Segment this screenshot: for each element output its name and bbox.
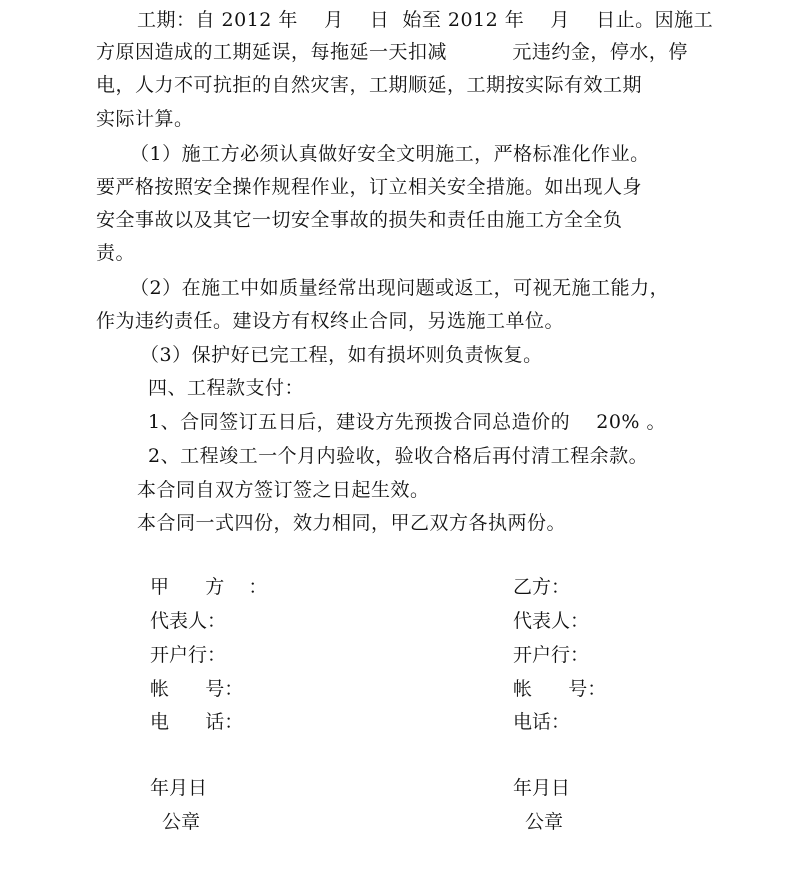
party-b-bank-label: 开户行： (513, 644, 590, 666)
payment-item-1: 1、合同签订五日后，建设方先预拨合同总造价的 20% 。 (148, 411, 667, 433)
duration-line-3: 电，人力不可抗拒的自然灾害，工期顺延，工期按实际有效工期 (96, 74, 643, 96)
quality-clause-line-1: （2）在施工中如质量经常出现问题或返工，可视无施工能力， (130, 277, 670, 299)
party-b-phone-label: 电话： (513, 711, 571, 733)
duration-line-4: 实际计算。 (96, 108, 194, 130)
party-a-account-label: 帐 号： (150, 678, 244, 700)
party-b-account-label: 帐 号： (513, 678, 607, 700)
party-b-date-label: 年月日 (513, 777, 571, 799)
copies-clause: 本合同一式四份，效力相同，甲乙双方各执两份。 (137, 512, 567, 534)
duration-line-1: 工期：自 2012 年 月 日 始至 2012 年 月 日止。因施工 (137, 9, 714, 31)
party-b-representative-label: 代表人： (513, 610, 590, 632)
protection-clause: （3）保护好已完工程，如有损坏则负责恢复。 (140, 344, 543, 366)
party-b-seal-label: 公章 (525, 811, 564, 833)
party-a-bank-label: 开户行： (150, 644, 227, 666)
party-a-phone-label: 电 话： (150, 711, 244, 733)
payment-item-2: 2、工程竣工一个月内验收，验收合格后再付清工程余款。 (148, 445, 649, 467)
party-a-name-label: 甲 方 ： (150, 576, 268, 598)
safety-clause-line-4: 责。 (96, 242, 136, 264)
party-a-date-label: 年月日 (150, 777, 208, 799)
safety-clause-line-3: 安全事故以及其它一切安全事故的损失和责任由施工方全全负 (96, 209, 623, 231)
effective-clause: 本合同自双方签订签之日起生效。 (137, 479, 430, 501)
quality-clause-line-2: 作为违约责任。建设方有权终止合同，另选施工单位。 (96, 310, 565, 332)
party-a-representative-label: 代表人： (150, 610, 227, 632)
safety-clause-line-2: 要严格按照安全操作规程作业，订立相关安全措施。如出现人身 (96, 176, 643, 198)
duration-line-2: 方原因造成的工期延误，每拖延一天扣减 元违约金，停水，停 (96, 41, 688, 63)
party-a-seal-label: 公章 (162, 811, 201, 833)
safety-clause-line-1: （1）施工方必须认真做好安全文明施工，严格标准化作业。 (130, 143, 650, 165)
party-b-name-label: 乙方： (513, 576, 571, 598)
payment-section-heading: 四、工程款支付： (148, 377, 305, 399)
